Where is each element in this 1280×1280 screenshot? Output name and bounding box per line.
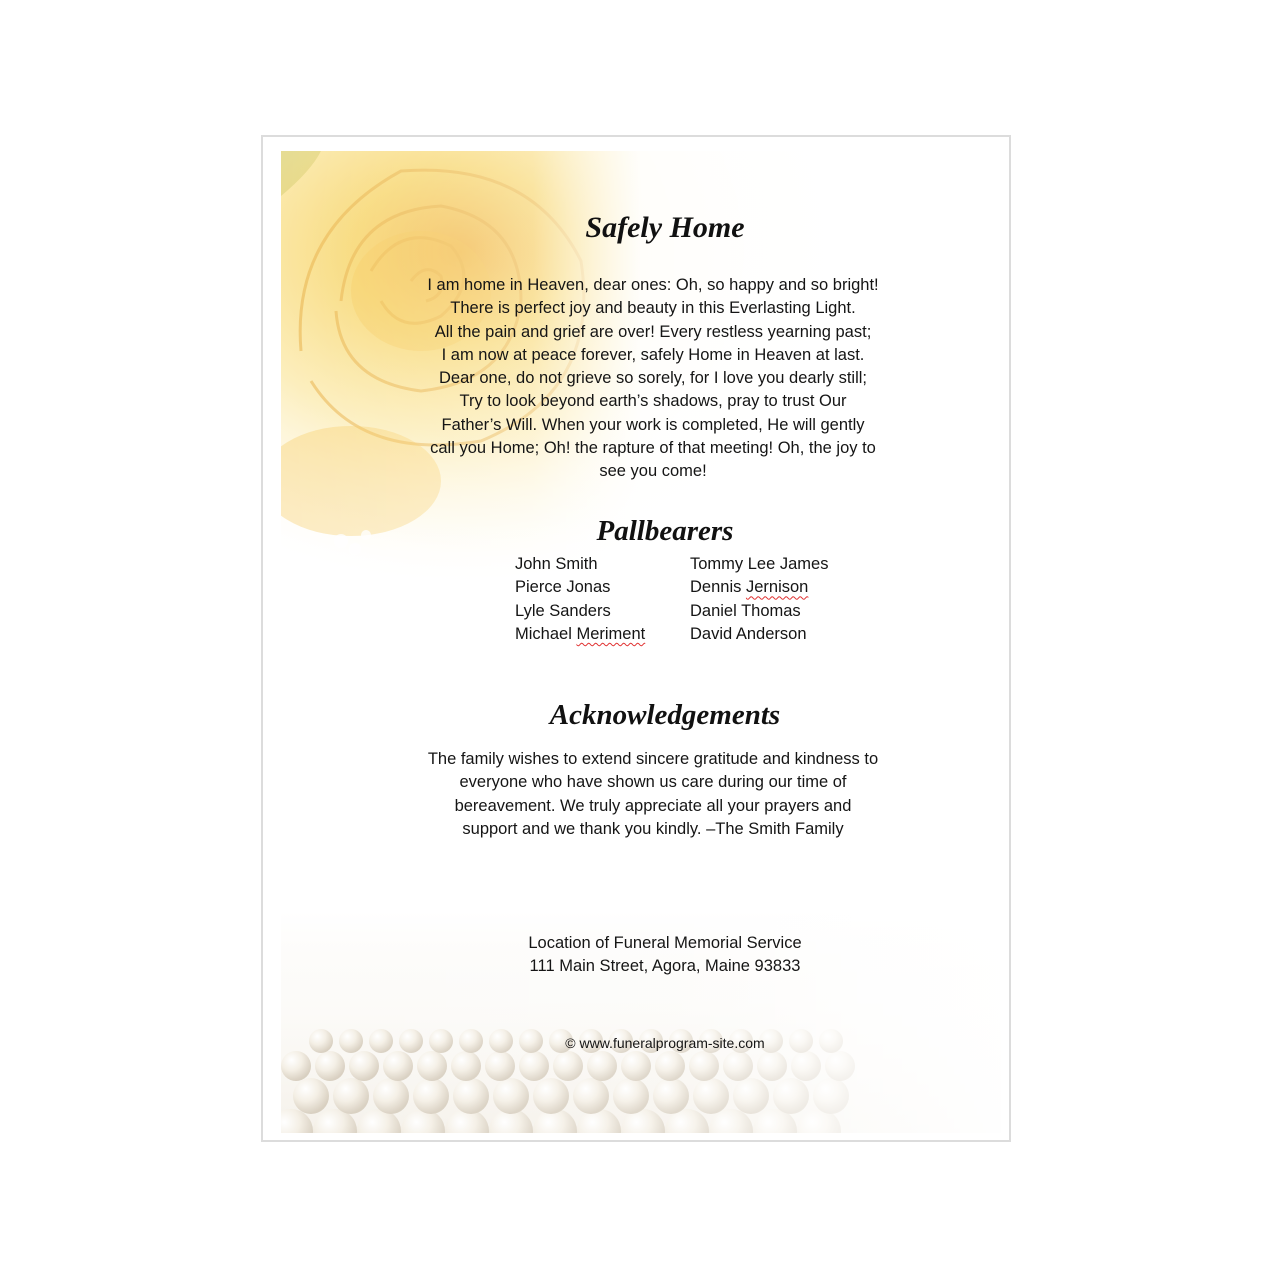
pallbearer-name: Tommy Lee James <box>690 555 829 573</box>
poem-line: Dear one, do not grieve so sorely, for I love you dearly still; <box>439 369 867 388</box>
pallbearer-name: Pierce Jonas <box>515 578 611 597</box>
pallbearer-name <box>515 623 645 646</box>
spellcheck-flagged-word: Meriment <box>576 624 646 643</box>
spellcheck-flagged-word: Jernison <box>745 578 809 597</box>
pallbearers-title: Pallbearers <box>596 515 734 547</box>
poem-line: call you Home; Oh! the rapture of that meeting! Oh, the joy to <box>430 439 876 458</box>
pallbearer-name: Daniel Thomas <box>690 601 801 620</box>
poem-line: see you come! <box>599 462 707 481</box>
pallbearers-right-column <box>690 553 828 646</box>
service-address: 111 Main Street, Agora, Maine 93833 <box>529 957 801 976</box>
poem-line: I am now at peace forever, safely Home in Heaven at last. <box>441 345 865 364</box>
poem-text <box>391 274 915 484</box>
service-location-label: Location of Funeral Memorial Service <box>528 934 802 952</box>
acknowledgement-line: bereavement. We truly appreciate all your prayers and <box>454 796 852 815</box>
acknowledgements-title: Acknowledgements <box>549 699 781 731</box>
acknowledgements-text <box>391 748 915 841</box>
poem-title: Safely Home <box>585 211 745 244</box>
acknowledgement-line: everyone who have shown us care during our time of <box>459 773 847 792</box>
pallbearer-name: Lyle Sanders <box>515 601 611 620</box>
pallbearer-name <box>690 576 828 599</box>
poem-line: Father’s Will. When your work is completed, He will gently <box>441 415 865 434</box>
pallbearer-name: David Anderson <box>690 624 807 643</box>
program-content <box>281 151 1001 1133</box>
pallbearer-name: John Smith <box>515 555 598 573</box>
pallbearer-first-name: Dennis <box>690 578 742 597</box>
service-location <box>461 932 869 979</box>
poem-line: There is perfect joy and beauty in this Everlasting Light. <box>450 299 856 318</box>
pallbearers-left-column <box>515 553 645 646</box>
poem-line: I am home in Heaven, dear ones: Oh, so happy and so bright! <box>427 276 879 294</box>
acknowledgement-line: The family wishes to extend sincere gratitude and kindness to <box>427 750 879 768</box>
poem-line: All the pain and grief are over! Every restless yearning past; <box>434 322 872 341</box>
poem-line: Try to look beyond earth’s shadows, pray to trust Our <box>459 392 847 411</box>
copyright-notice: © www.funeralprogram-site.com <box>565 1035 765 1051</box>
acknowledgement-line: support and we thank you kindly. –The Smith Family <box>462 819 844 838</box>
pallbearer-first-name: Michael <box>515 624 572 643</box>
